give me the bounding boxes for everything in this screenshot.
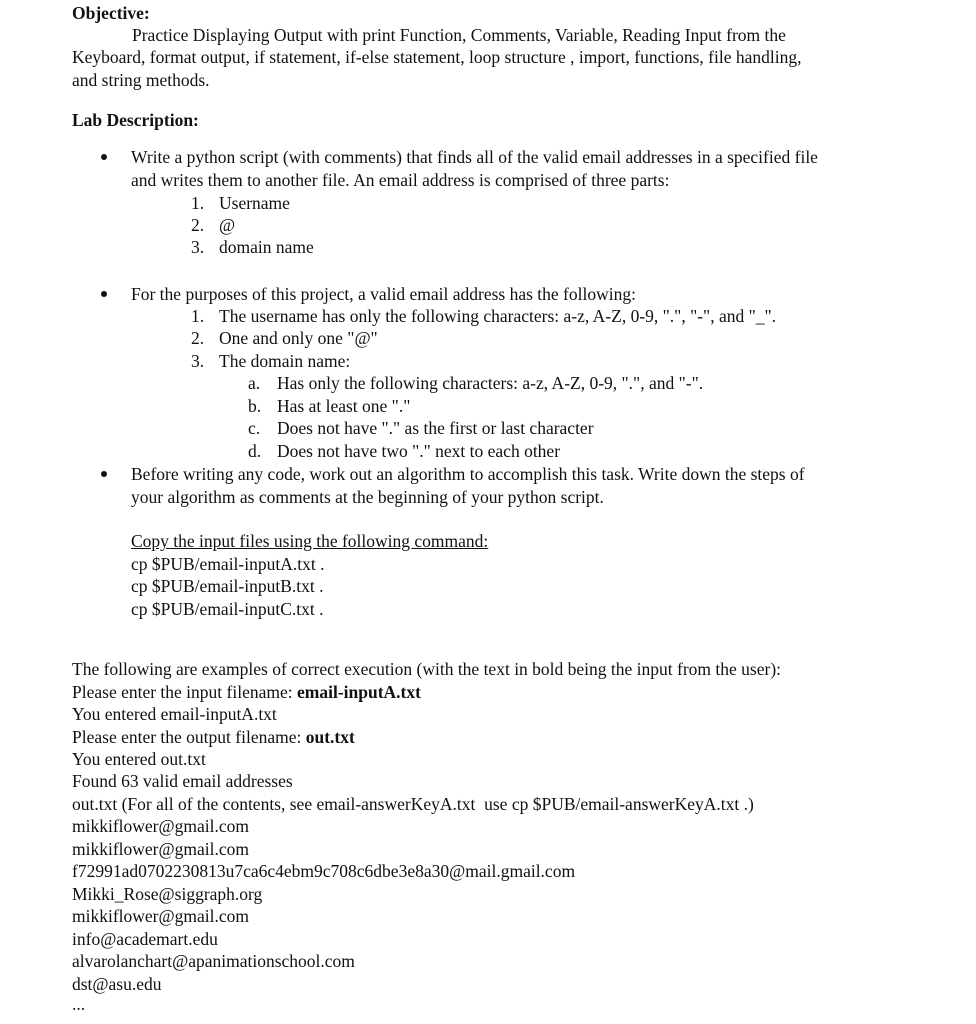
user-input-value: email-inputA.txt (297, 682, 421, 702)
sublist-marker: b. (248, 396, 262, 416)
list-marker: 3. (191, 351, 205, 371)
email-line: mikkiflower@gmail.com (72, 816, 249, 836)
copy-command: cp $PUB/email-inputC.txt . (131, 599, 324, 619)
sublist-item: Has only the following characters: a-z, A-Z, 0-9, ".", and "-". (277, 373, 704, 393)
copy-command: cp $PUB/email-inputB.txt . (131, 576, 324, 596)
sublist-item: Does not have "." as the first or last character (277, 418, 594, 438)
list-item: Username (219, 193, 290, 213)
examples-intro: The following are examples of correct execution (with the text in bold being the input from the user): (72, 659, 782, 679)
email-line: dst@asu.edu (72, 974, 162, 994)
bullet-text-line: Write a python script (with comments) that finds all of the valid email addresses in a specified file (131, 147, 818, 167)
email-line: Mikki_Rose@siggraph.org (72, 884, 263, 904)
email-line: info@academart.edu (72, 929, 218, 949)
list-item: One and only one "@" (219, 328, 378, 348)
sublist-marker: a. (248, 373, 261, 393)
found-count-line: Found 63 valid email addresses (72, 771, 293, 791)
bullet-text-line: Before writing any code, work out an algorithm to accomplish this task. Write down the steps of (131, 464, 805, 484)
sublist-marker: d. (248, 441, 262, 461)
bullet-icon (101, 154, 107, 160)
prompt-text: Please enter the output filename: (72, 727, 306, 747)
bullet-text-line: For the purposes of this project, a valid email address has the following: (131, 284, 636, 304)
bullet-icon (101, 471, 107, 477)
bullet-icon (101, 291, 107, 297)
output-filename-prompt (72, 726, 355, 748)
objective-text-line: and string methods. (72, 70, 210, 90)
email-line: alvarolanchart@apanimationschool.com (72, 951, 355, 971)
list-item: @ (219, 215, 236, 235)
list-item: The domain name: (219, 351, 351, 371)
list-marker: 1. (191, 193, 205, 213)
prompt-text: Please enter the input filename: (72, 682, 297, 702)
output-note-line: out.txt (For all of the contents, see email-answerKeyA.txt use cp $PUB/email-answerKeyA.txt .) (72, 794, 754, 814)
objective-heading: Objective: (72, 3, 150, 23)
sublist-item: Has at least one "." (277, 396, 411, 416)
list-item: The username has only the following characters: a-z, A-Z, 0-9, ".", "-", and "_". (219, 306, 776, 326)
lab-description-heading: Lab Description: (72, 110, 199, 130)
sublist-item: Does not have two "." next to each other (277, 441, 561, 461)
copy-command: cp $PUB/email-inputA.txt . (131, 554, 325, 574)
list-item: domain name (219, 237, 314, 257)
echo-line: You entered out.txt (72, 749, 206, 769)
email-line: mikkiflower@gmail.com (72, 839, 249, 859)
email-line: f72991ad0702230813u7ca6c4ebm9c708c6dbe3e8a30@mail.gmail.com (72, 861, 576, 881)
email-line: mikkiflower@gmail.com (72, 906, 249, 926)
objective-text-line: Practice Displaying Output with print Function, Comments, Variable, Reading Input from the (132, 25, 786, 45)
list-marker: 1. (191, 306, 205, 326)
sublist-marker: c. (248, 418, 261, 438)
copy-files-heading: Copy the input files using the following command: (131, 531, 489, 551)
input-filename-prompt (72, 681, 421, 703)
bullet-text-line: your algorithm as comments at the beginning of your python script. (131, 487, 604, 507)
list-marker: 3. (191, 237, 205, 257)
echo-line: You entered email-inputA.txt (72, 704, 277, 724)
bullet-text-line: and writes them to another file. An email address is comprised of three parts: (131, 170, 670, 190)
ellipsis: ... (72, 994, 86, 1014)
list-marker: 2. (191, 328, 205, 348)
user-input-value: out.txt (305, 727, 355, 747)
list-marker: 2. (191, 215, 205, 235)
objective-text-line: Keyboard, format output, if statement, if-else statement, loop structure , import, functions, file handling, (72, 47, 802, 67)
